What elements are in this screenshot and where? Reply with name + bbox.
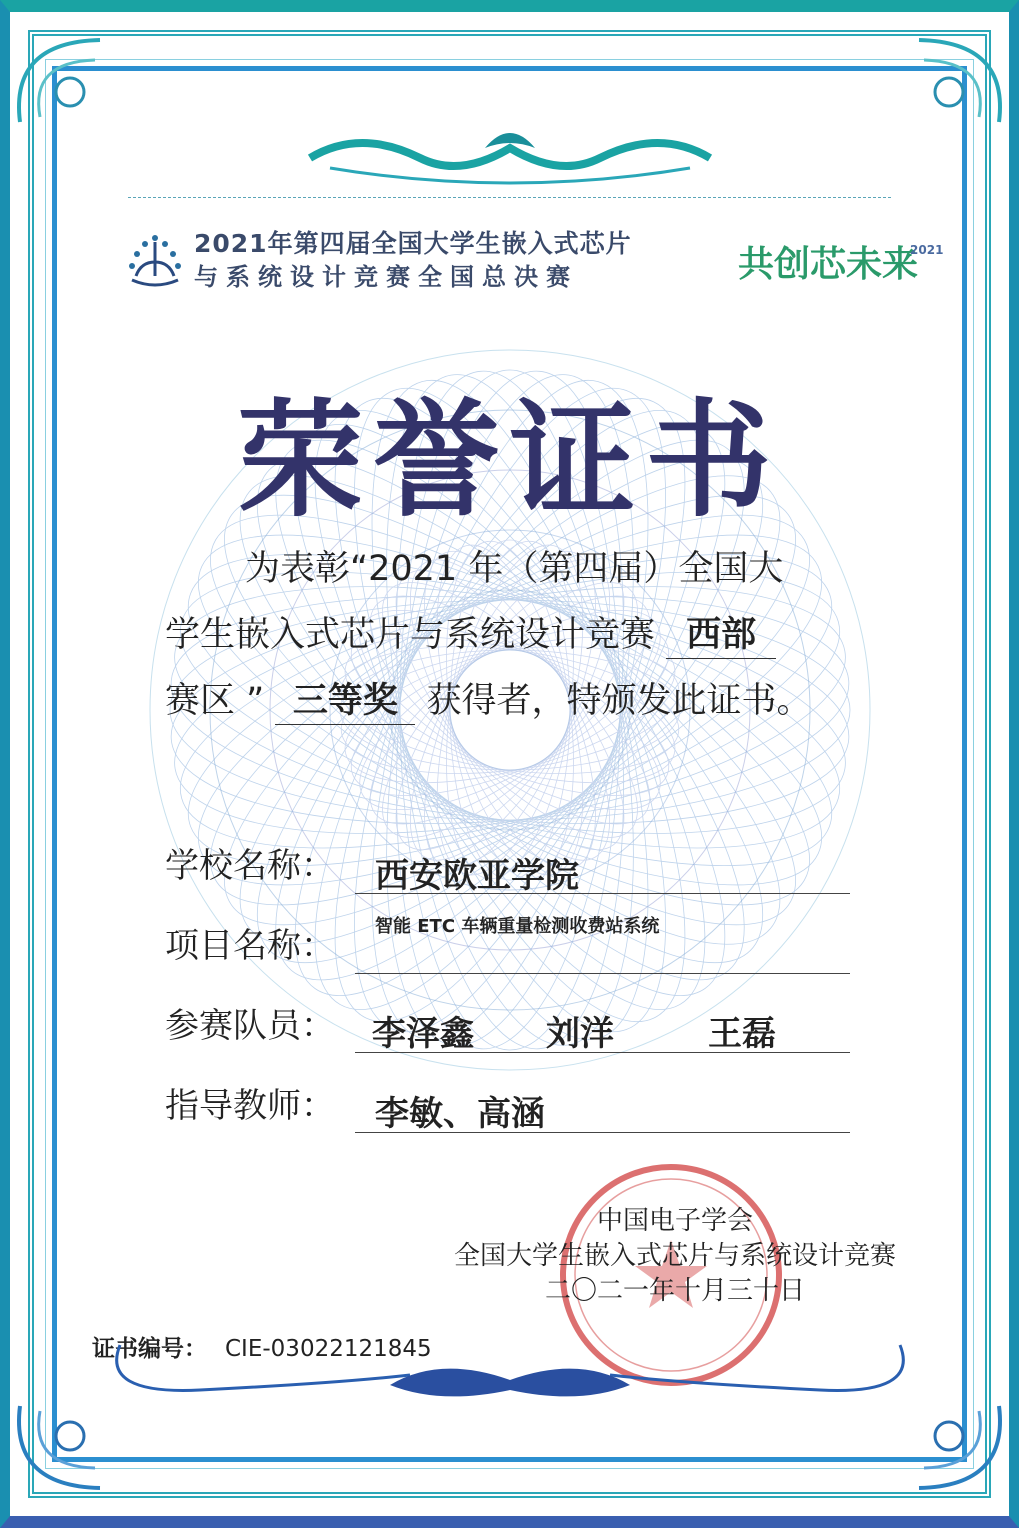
members-underline	[355, 1052, 850, 1053]
top-ornament	[300, 118, 720, 188]
slogan-logo	[738, 236, 943, 287]
slogan-text: 共创芯未来	[738, 244, 919, 285]
competition-title-line1: 2021年第四届全国大学生嵌入式芯片	[194, 229, 632, 258]
school-value: 西安欧亚学院	[375, 856, 579, 896]
bottom-ornament	[80, 1335, 940, 1415]
corner-ornament-top-right	[899, 22, 1019, 142]
citation-line-3	[165, 678, 865, 725]
member-3: 王磊	[708, 1014, 776, 1054]
competition-title-line2: 与系统设计竞赛全国总决赛	[194, 263, 578, 291]
project-underline	[355, 973, 850, 974]
certificate-number-label: 证书编号：	[92, 1336, 207, 1362]
advisor-label: 指导教师：	[165, 1086, 335, 1126]
advisor-value: 李敏、高涵	[375, 1094, 545, 1134]
citation-line-3-suffix: 获得者，特颁发此证书。	[426, 681, 812, 721]
school-label: 学校名称：	[165, 846, 335, 886]
citation-line-1: 为表彰“2021 年（第四届）全国大	[245, 549, 784, 589]
school-underline	[355, 893, 850, 894]
members-label: 参赛队员：	[165, 1006, 335, 1046]
issue-date: 二〇二一年十月三十日	[544, 1276, 805, 1306]
corner-ornament-top-left	[0, 22, 120, 142]
competition-title	[194, 228, 654, 294]
issuer-org-1: 中国电子学会	[596, 1206, 753, 1236]
citation-line-2-text: 学生嵌入式芯片与系统设计竞赛	[165, 615, 656, 655]
citation-line-3-prefix: 赛区 ”	[165, 681, 265, 721]
slogan-year: 2021	[910, 243, 944, 257]
header-divider	[128, 197, 891, 198]
citation-line-2	[165, 612, 865, 659]
division-value: 西部	[666, 612, 776, 659]
project-value: 智能 ETC 车辆重量检测收费站系统	[375, 916, 660, 937]
project-label: 项目名称：	[165, 926, 335, 966]
member-1: 李泽鑫	[372, 1014, 474, 1054]
certificate-title: 荣誉证书	[237, 386, 782, 534]
award-value: 三等奖	[275, 678, 415, 725]
certificate-number-value: CIE-03022121845	[225, 1336, 432, 1362]
member-2: 刘洋	[546, 1014, 614, 1054]
advisor-underline	[355, 1132, 850, 1133]
issuer-org-2: 全国大学生嵌入式芯片与系统设计竞赛	[453, 1241, 896, 1271]
chip-tree-icon	[126, 232, 184, 290]
